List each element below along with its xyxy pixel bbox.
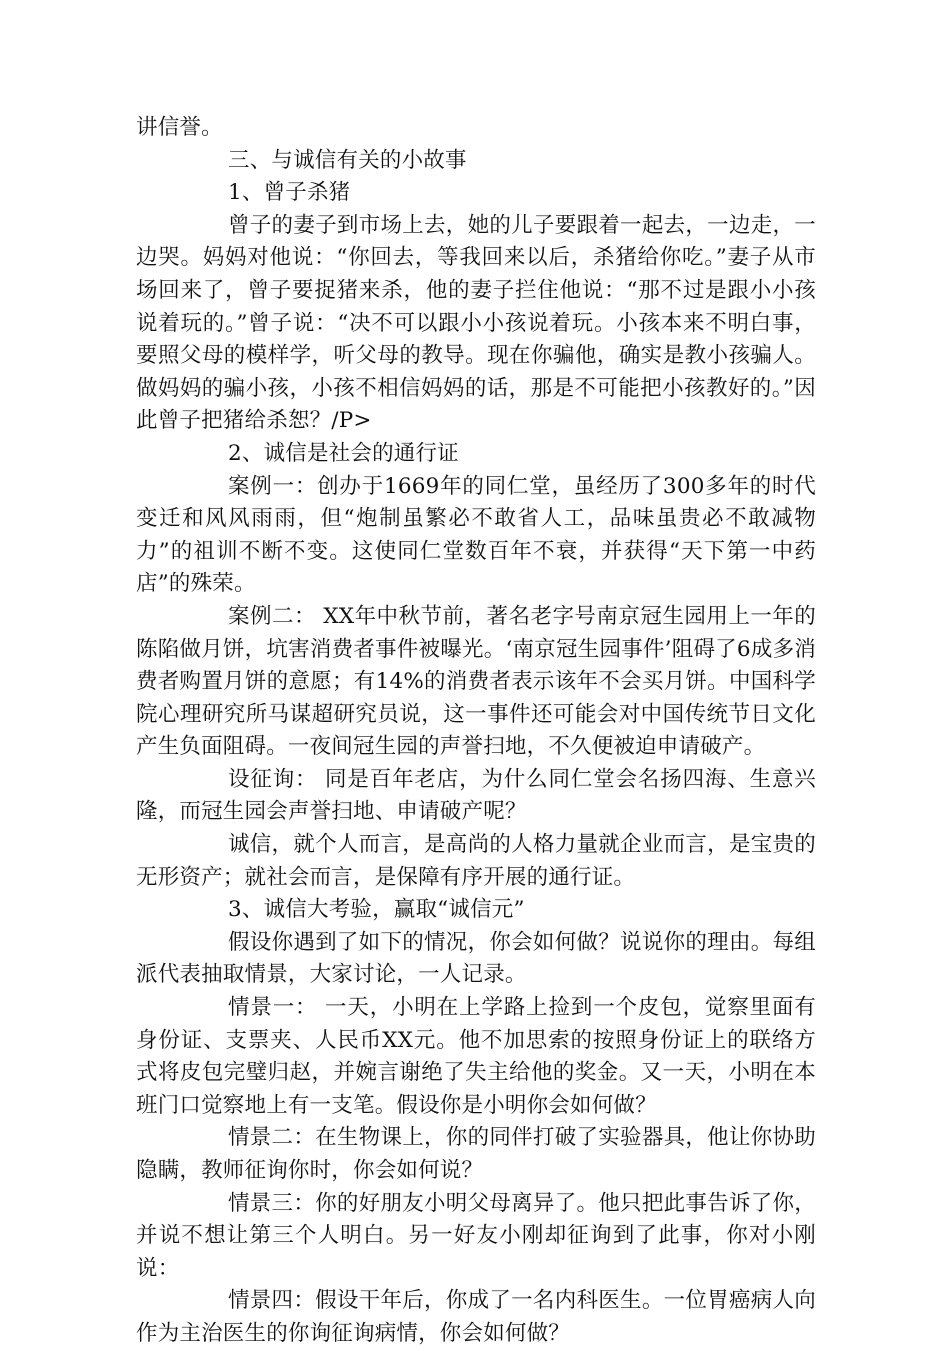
instruction-paragraph: 假设你遇到了如下的情况，你会如何做？说说你的理由。每组派代表抽取情景，大家讨论，一人记录。 bbox=[136, 929, 816, 988]
paragraph-continuation: 讲信誉。 bbox=[136, 115, 223, 140]
scenario-two-paragraph: 情景二：在生物课上，你的同伴打破了实验器具，他让你协助隐瞒，教师征询你时，你会如何说？ bbox=[136, 1125, 816, 1183]
story-title-2: 2、诚信是社会的通行证 bbox=[228, 440, 459, 466]
document-body bbox=[136, 112, 816, 1351]
case-one-paragraph: 案例一：创办于1669年的同仁堂，虽经历了300多年的时代变迁和风风雨雨，但“炮制虽繁必不敢省人工，品味虽贵必不敢减物力”的祖训不断不变。这使同仁堂数百年不衰，并获得“天下第一中药店”的殊荣。 bbox=[136, 473, 816, 597]
case-two-paragraph: 案例二： XX年中秋节前，著名老字号南京冠生园用上一年的陈陷做月饼，坑害消费者事件被曝光。‘南京冠生园事件’阻碍了6成多消费者购置月饼的意愿；有14%的消费者表示该年不会买月饼。中国科学院心理研究所马谋超研究员说，这一事件还可能会对中国传统节日文化产生负面阻碍。一夜间冠生园的声誉扫地，不久便被迫申请破产。 bbox=[136, 603, 816, 760]
summary-paragraph: 诚信，就个人而言，是高尚的人格力量就企业而言，是宝贵的无形资产；就社会而言，是保障有序开展的通行证。 bbox=[136, 832, 816, 890]
scenario-four-paragraph: 情景四：假设干年后，你成了一名内科医生。一位胃癌病人向作为主治医生的你询征询病情，你会如何做？ bbox=[136, 1288, 816, 1346]
question-paragraph: 设征询： 同是百年老店，为什么同仁堂会名扬四海、生意兴隆，而冠生园会声誉扫地、申请破产呢？ bbox=[136, 766, 816, 825]
story-paragraph-1: 曾子的妻子到市场上去，她的儿子要跟着一起去，一边走，一边哭。妈妈对他说：“你回去，等我回来以后，杀猪给你吃。”妻子从市场回来了，曾子要捉猪来杀，他的妻子拦住他说：“那不过是跟小小孩说着玩的。”曾子说：“决不可以跟小小孩说着玩。小孩本来不明白事，要照父母的模样学，听父母的教导。现在你骗他，确实是教小孩骗人。做妈妈的骗小孩，小孩不相信妈妈的话，那是不可能把小孩教好的。”因此曾子把猪给杀恕？/P> bbox=[136, 212, 816, 434]
story-title-1: 1、曾子杀猪 bbox=[228, 180, 351, 206]
scenario-three-paragraph: 情景三：你的好朋友小明父母离异了。他只把此事告诉了你，并说不想让第三个人明白。另一好友小刚却征询到了此事，你对小刚说： bbox=[136, 1190, 816, 1281]
section-heading: 三、与诚信有关的小故事 bbox=[228, 147, 467, 173]
story-title-3: 3、诚信大考验，赢取“诚信元” bbox=[228, 897, 525, 923]
scenario-one-paragraph: 情景一： 一天，小明在上学路上捡到一个皮包，觉察里面有身份证、支票夹、人民币XX元。他不加思索的按照身份证上的联络方式将皮包完璧归赵，并婉言谢绝了失主给他的奖金。又一天，小明在本班门口觉察地上有一支笔。假设你是小明你会如何做？ bbox=[136, 995, 816, 1118]
